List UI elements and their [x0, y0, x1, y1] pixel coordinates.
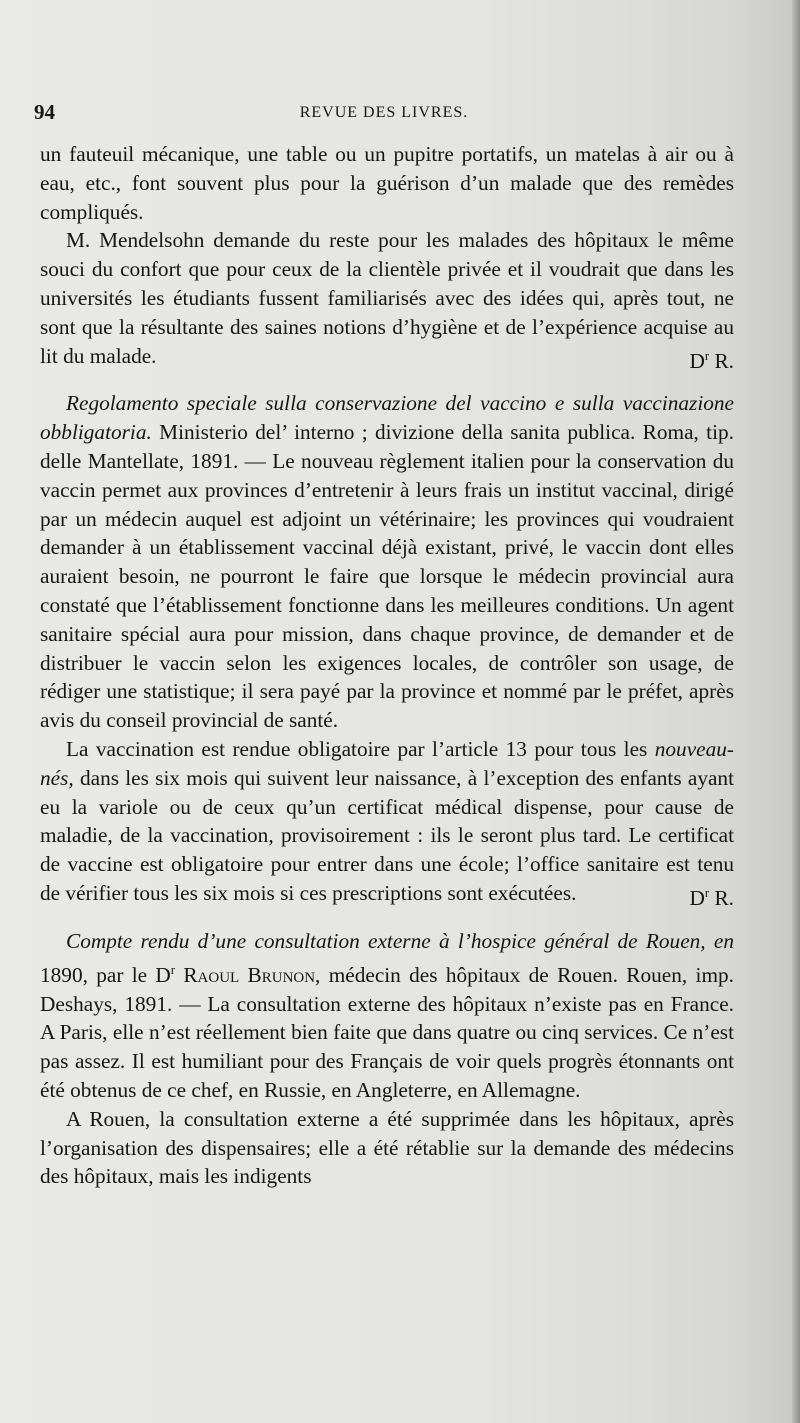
review2-p2-italic: nouveau-nés, — [40, 737, 734, 790]
review2-p2-after: dans les six mois qui suivent leur naissance, à l’exception des enfants ayant eu la variole ou de ceux qu’un certificat médical dispense, pour cause de maladie, de la vaccination, provisoirement : ils le seront plus tard. Le certificat de vaccine est obligatoire pour entrer dans une école; l’office sanitaire est tenu de vérifier tous les six mois si ces prescriptions sont exécutées. — [40, 765, 734, 906]
review2-paragraph-2 — [40, 735, 734, 913]
body-text — [40, 140, 734, 1191]
signature-name: R. — [709, 886, 734, 911]
review3-title: Compte rendu d’une consultation externe à l’hospice général de Rouen, en — [66, 928, 734, 953]
page-spine-shadow — [792, 0, 800, 1423]
running-head — [34, 100, 734, 130]
review3-sup: r — [170, 962, 176, 977]
review1-paragraph-2-text: M. Mendelsohn demande du reste pour les malades des hôpitaux le même souci du confort que pour ceux de la clientèle privée et il voudrait que dans les universités les étudiants fussent familiarisés avec des idées qui, après tout, ne sont que la résultante des saines notions d’hygiène et de l’expérience acquise au lit du malade. — [40, 228, 734, 368]
page-number: 94 — [34, 100, 55, 124]
signature-prefix: D — [689, 348, 705, 373]
review1-paragraph-1: un fauteuil mécanique, une table ou un pupitre portatifs, un matelas à air ou à eau, etc., font souvent plus pour la guérison d’un malade que des remèdes compliqués. — [40, 142, 734, 224]
signature-sup: r — [704, 886, 710, 901]
review2-paragraph-1 — [40, 389, 734, 735]
review3-year: 1890, par le D — [40, 962, 171, 987]
review2-title: Regolamento speciale sulla conservazione del vaccino e sulla vaccinazione obbligatoria. — [40, 391, 734, 445]
review3-author: Raoul Brunon, — [175, 962, 321, 987]
review2-p2-before: La vaccination est rendue obligatoire par l’article 13 pour tous les — [66, 737, 655, 762]
review3-paragraph-2: A Rouen, la consultation externe a été supprimée dans les hôpitaux, après l’organisation des dispensaires; elle a été rétablie sur la demande des médecins des hôpitaux, mais les indigents — [40, 1106, 734, 1189]
review3-paragraph-1 — [40, 927, 734, 1105]
signature-name: R. — [709, 348, 734, 373]
review3-rest: médecin des hôpitaux de Rouen. Rouen, imp. Deshays, 1891. — La consultation externe des hôpitaux n’existe pas en France. A Paris, elle n’est réellement bien faite que dans quatre ou cinq services. Ce n’est pas assez. Il est humiliant pour des Français de voir quels progrès étonnants ont été obtenus de ce chef, en Russie, en Angleterre, en Allemagne. — [40, 962, 734, 1102]
running-title: REVUE DES LIVRES. — [299, 104, 469, 121]
review2-source: Ministerio del’ interno ; divizione della sanita publica. Roma, tip. delle Mantellate, 1891. — Le nouveau règlement italien pour la conservation du vaccin permet aux provinces d’entretenir à leurs frais un institut vaccinal, dirigé par un médecin auquel est adjoint un vétérinaire; les provinces qui voudraient demander à un établissement vaccinal déjà existant, privé, le vaccin dont elles auraient besoin, ne pourront le faire que lorsque le médecin provincial aura constaté que l’établissement fonctionne dans les meilleures conditions. Un agent sanitaire spécial aura pour mission, dans chaque province, de demander et de distribuer le vaccin selon les exigences locales, de contrôler son usage, de rédiger une statistique; il sera payé par la province et nommé par le préfet, après avis du conseil provincial de santé. — [40, 420, 734, 733]
signature-sup: r — [704, 348, 710, 363]
signature-prefix: D — [689, 886, 705, 911]
review1-paragraph-2 — [40, 226, 734, 375]
